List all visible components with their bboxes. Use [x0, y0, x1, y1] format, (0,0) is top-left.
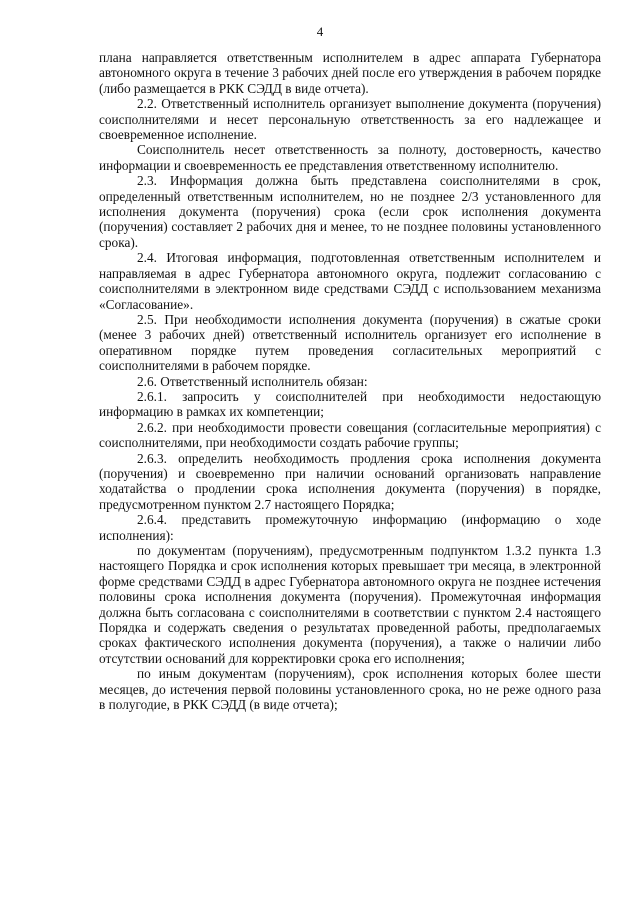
paragraph-other-documents: по иным документам (поручениям), срок исполнения которых более шести месяцев, до истечения первой половины установленного срока, но не реже одного раза в полугодие, в РКК СЭДД (в виде отчета);: [99, 666, 601, 713]
page-number: 4: [316, 24, 324, 39]
paragraph-interim-info: по документам (поручениям), предусмотренным подпунктом 1.3.2 пункта 1.3 настоящего Порядка и срок исполнения которых превышает три месяца, в электронной форме средствами СЭДД в адрес Губернатора автономного округа не позднее истечения половины срока исполнения документа (поручения). Промежуточная информация должна быть согласована с соисполнителями в соответствии с пунктом 2.4 настоящего Порядка и содержать сведения о результатах проведенной работы, предполагаемых сроках фактического исполнения документа (поручения), а также о наличии либо отсутствии оснований для корректировки срока его исполнения;: [99, 543, 601, 666]
paragraph-2-6-3: 2.6.3. определить необходимость продления срока исполнения документа (поручения) и своевременно при наличии оснований организовать направление ходатайства о продлении срока исполнения документа (поручения) в порядке, предусмотренном пунктом 2.7 настоящего Порядка;: [99, 450, 601, 512]
paragraph-2-2: 2.2. Ответственный исполнитель организует выполнение документа (поручения) соисполнителями и несет персональную ответственность за его надлежащее и своевременное исполнение.: [99, 96, 601, 143]
paragraph-2-6: 2.6. Ответственный исполнитель обязан:: [137, 373, 368, 389]
paragraph-2-4: 2.4. Итоговая информация, подготовленная ответственным исполнителем и направляемая в адрес Губернатора автономного округа, подлежит согласованию с соисполнителями в электронном виде средствами СЭДД с использованием механизма «Согласование».: [99, 250, 601, 312]
paragraph-2-3: 2.3. Информация должна быть представлена соисполнителями в срок, определенный ответственным исполнителем, но не позднее 2/3 установленного для исполнения документа (поручения) срока (если срок исполнения документа (поручения) составляет 2 рабочих дня и менее, то не позднее половины установленного срока).: [99, 173, 601, 250]
paragraph-2-6-1: 2.6.1. запросить у соисполнителей при необходимости недостающую информацию в рамках их компетенции;: [99, 388, 601, 420]
paragraph-2-5: 2.5. При необходимости исполнения документа (поручения) в сжатые сроки (менее 3 рабочих дней) ответственный исполнитель организует его исполнение в оперативном порядке путем проведения согласительных мероприятий с соисполнителями в рабочем порядке.: [99, 311, 601, 374]
document-body: [99, 50, 601, 712]
paragraph-2-6-2: 2.6.2. при необходимости провести совещания (согласительные мероприятия) с соисполнителями, при необходимости создать рабочие группы;: [99, 419, 601, 451]
paragraph-2-6-4: 2.6.4. представить промежуточную информацию (информацию о ходе исполнения):: [99, 512, 601, 543]
paragraph-co-executor: Соисполнитель несет ответственность за полноту, достоверность, качество информации и своевременность ее представления ответственному исполнителю.: [99, 142, 601, 173]
paragraph-continuation: плана направляется ответственным исполнителем в адрес аппарата Губернатора автономного округа в течение 3 рабочих дней после его утверждения в рабочем порядке (либо размещается в РКК СЭДД в виде отчета).: [99, 50, 601, 96]
